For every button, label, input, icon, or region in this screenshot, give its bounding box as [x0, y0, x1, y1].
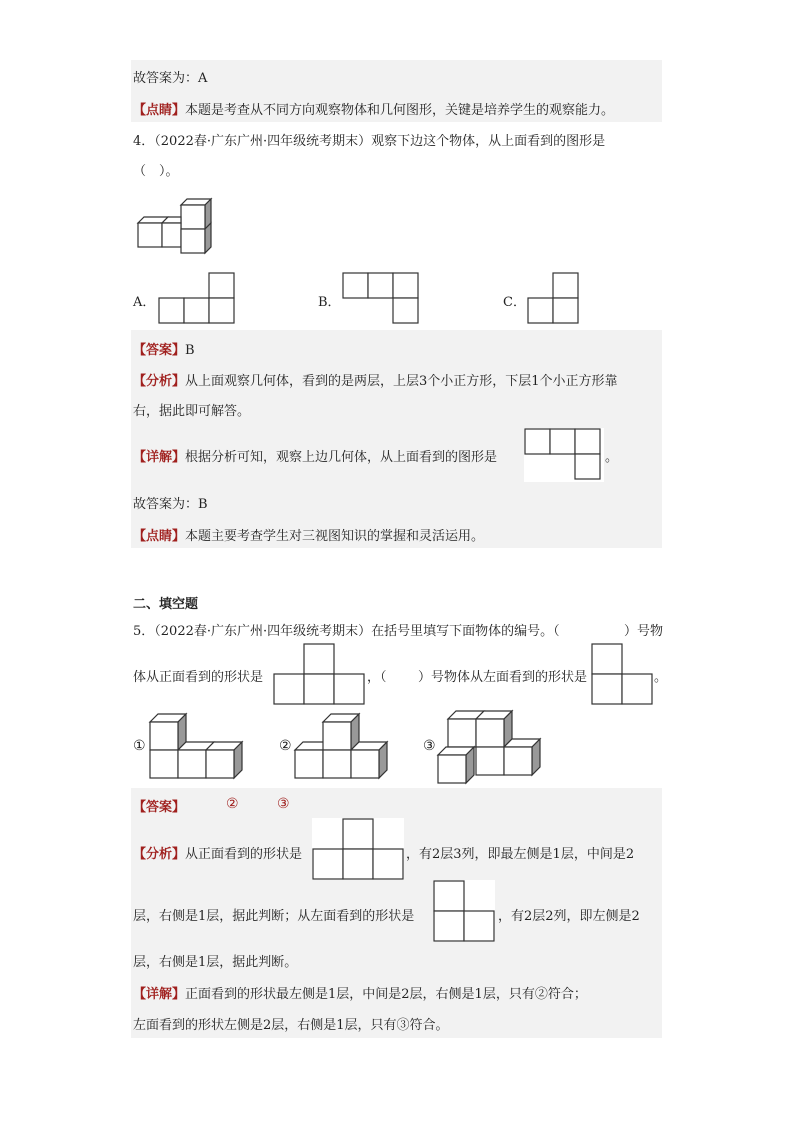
q4-option-b-figure [342, 272, 420, 326]
q5-stem-line1b: ）号物 [624, 624, 664, 639]
q5-object-1 [148, 708, 260, 782]
detail-tag: 【详解】 [133, 987, 186, 1002]
q5-stem-line1a: 5．（2022春·广东广州·四年级统考期末）在括号里填写下面物体的编号。（ [133, 624, 560, 639]
q4-analysis-line1 [133, 370, 618, 389]
analysis-tag: 【分析】 [133, 374, 186, 389]
q5-stem-line2d: 。 [654, 670, 668, 685]
analysis-text: 从上面观察几何体，看到的是两层，上层3个小正方形，下层1个小正方形靠 [185, 374, 618, 389]
detail-tag: 【详解】 [133, 450, 186, 465]
q5-analysis-line1b: ，有2层3列，即最左侧是1层，中间是2 [406, 847, 635, 862]
q4-stem-line2: （ ）。 [133, 164, 179, 179]
remark-tag: 【点睛】 [133, 529, 186, 544]
answer-tag: 【答案】 [133, 343, 186, 358]
remark-text: 本题是考查从不同方向观察物体和几何图形，关键是培养学生的观察能力。 [185, 103, 615, 118]
q5-stem-line2a: 体从正面看到的形状是 [133, 670, 264, 685]
q5-label-1: ① [133, 738, 146, 754]
answer-value: B [185, 343, 195, 358]
q5-left-view-figure [591, 643, 653, 705]
q4-detail-figure [524, 428, 604, 482]
analysis-text: 从正面看到的形状是 [185, 847, 303, 862]
q5-analysis-line3: 层，右侧是1层，据此判断。 [133, 955, 298, 970]
q4-detail [133, 446, 497, 465]
q4-conclusion: 故答案为：B [133, 497, 208, 512]
q5-object-3 [436, 705, 548, 787]
section-heading: 二、填空题 [133, 597, 199, 612]
remark-text: 本题主要考查学生对三视图知识的掌握和灵活运用。 [185, 529, 485, 544]
q5-answer [133, 796, 185, 815]
q4-option-a-figure [158, 272, 236, 326]
q5-stem-line2c: ）号物体从左面看到的形状是 [418, 670, 588, 685]
q5-analysis-line2b: ，有2层2列，即左侧是2 [498, 909, 640, 924]
remark-tag: 【点睛】 [133, 103, 186, 118]
q4-analysis-line2: 右，据此即可解答。 [133, 404, 251, 419]
q5-label-3: ③ [423, 738, 436, 754]
q4-detail-end: 。 [605, 450, 619, 465]
q4-option-b-label: B． [318, 295, 341, 310]
q4-answer [133, 339, 195, 358]
q5-stem-line2b: ，（ [367, 670, 387, 685]
q5-analysis-line2: 层，右侧是1层，据此判断；从左面看到的形状是 [133, 909, 415, 924]
detail-text: 正面看到的形状最左侧是1层，中间是2层，右侧是1层，只有②符合； [185, 987, 587, 1002]
q5-analysis-front-figure [312, 818, 404, 880]
conclusion-a: 故答案为：A [133, 71, 208, 86]
q5-detail-line2: 左面看到的形状左侧是2层，右侧是1层，只有③符合。 [133, 1018, 449, 1033]
q5-object-2 [293, 708, 405, 782]
q5-front-view-figure [273, 643, 365, 705]
q5-answer-1: ② [226, 796, 239, 812]
q4-object-figure [136, 195, 216, 257]
remark-1 [133, 99, 614, 118]
q5-analysis-left-figure [433, 880, 495, 942]
analysis-tag: 【分析】 [133, 847, 186, 862]
q4-option-c-figure [527, 272, 581, 326]
answer-tag: 【答案】 [133, 800, 186, 815]
q4-remark [133, 525, 484, 544]
q4-option-c-label: C． [503, 295, 526, 310]
q4-stem-line1: 4．（2022春·广东广州·四年级统考期末）观察下边这个物体，从上面看到的图形是 [133, 134, 606, 149]
q4-option-a-label: A． [133, 295, 156, 310]
q5-analysis-line1 [133, 843, 302, 862]
q5-detail-line1 [133, 983, 587, 1002]
q5-answer-2: ③ [277, 796, 290, 812]
q5-label-2: ② [279, 738, 292, 754]
detail-text: 根据分析可知，观察上边几何体，从上面看到的图形是 [185, 450, 498, 465]
